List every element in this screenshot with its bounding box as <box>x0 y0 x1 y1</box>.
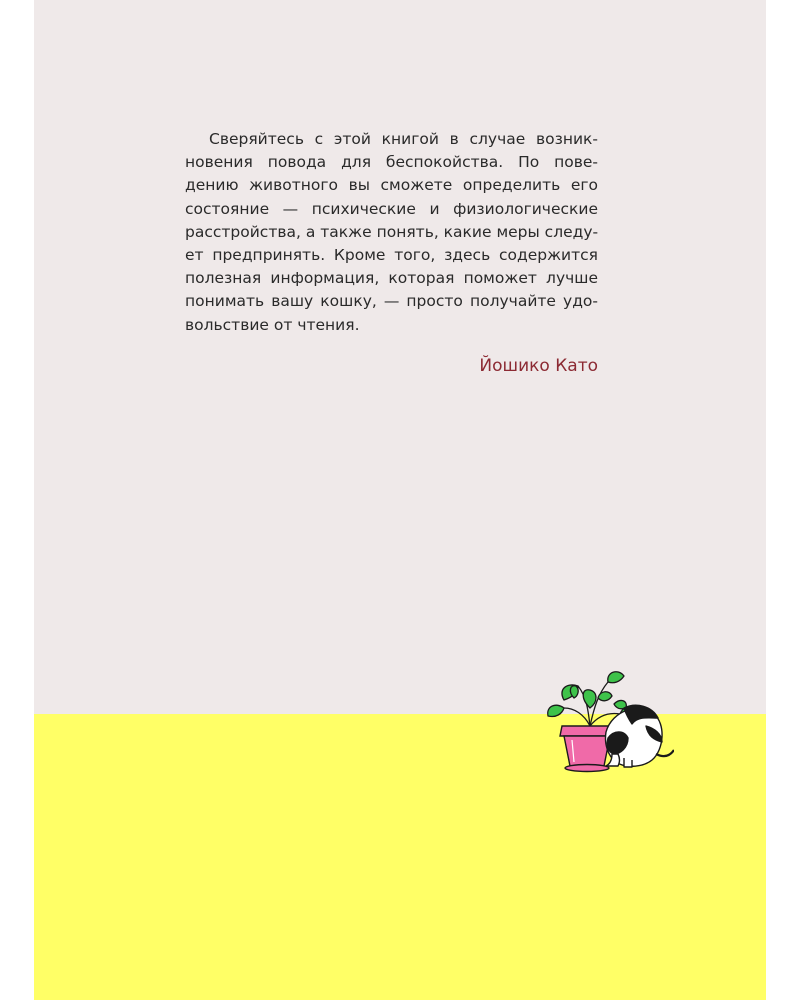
text-line: вольствие от чтения. <box>185 315 360 334</box>
preface-text <box>185 128 598 337</box>
cat-icon <box>605 705 674 767</box>
text-line: полезная информация, которая поможет лучше <box>185 269 598 288</box>
text-line: дению животного вы сможете определить его <box>185 176 598 195</box>
text-line: ет предпринять. Кроме того, здесь содержится <box>185 245 598 264</box>
text-line: расстройства, а также понять, какие меры следу- <box>185 222 599 241</box>
text-line: новения повода для беспокойства. По пове- <box>185 153 598 172</box>
author-signature: Йошико Като <box>479 356 598 376</box>
text-line: состояние — психические и физиологические <box>185 199 598 218</box>
text-line: понимать вашу кошку, — просто получайте удо- <box>185 292 598 311</box>
text-line: Сверяйтесь с этой книгой в случае возник- <box>209 130 598 148</box>
book-page <box>34 0 766 1000</box>
plant-and-cat-illustration <box>528 668 674 778</box>
